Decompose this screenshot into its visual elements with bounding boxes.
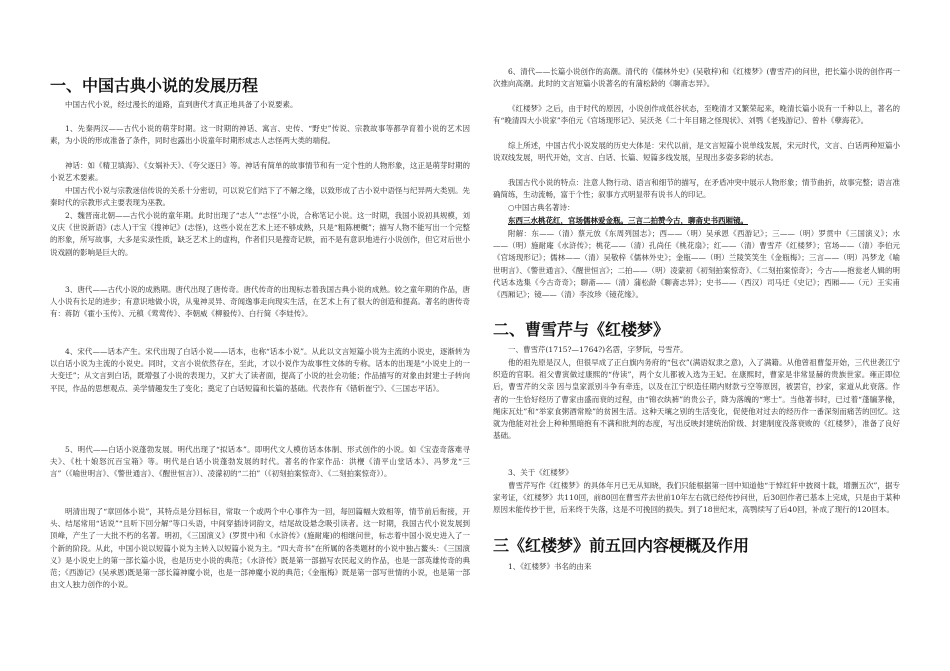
about-novel-label: 3、关于《红楼梦》 (508, 468, 573, 477)
list-item-title-origin: 1、《红楼梦》书名的由来 (508, 562, 592, 571)
classics-poem: 东西三水桃花红，官场儒林爱金瓶。三言二拍赞今古，聊斋史书西厢镜。 (508, 216, 748, 225)
chapter-novel-paragraph: 明清出现了“章回体小说”，其特点是分回标目，常取一个或两个中心事件为一回，每回篇幅大致相等，情节前后衔接，开头、结尾常用“话说”“且听下回分解”等口头语，中间穿插诗词韵文，结尾故设悬念吸引读者。这一时期，我国古代小说发展到顶峰，产生了一大批不朽的名著。明初，《三国演义》(罗贯中)和《水浒传》(施耐庵)的相继问世，标志着中国小说史进入了一个新的阶段。从此，中国小说以短篇小说为主转入以短篇小说为主。“四大奇书”在所属的各类题材的小说中独占鳌头：《三国演义》是小说史上的第一部长篇小说，也是历史小说的典范；《水浒传》既是第一部描写农民起义的作品，也是一部英雄传奇的典范；《西游记》(吴承恩)既是第一部长篇神魔小说，也是一部神魔小说的典范；《金瓶梅》既是第一部写世情的小说，也是第一部由文人独力创作的小说。 (50, 507, 470, 590)
qing-paragraph: 6、清代——长篇小说创作的高潮。清代的《儒林外史》(吴敬梓)和《红楼梦》(曹雪芹)的问世，把长篇小说的创作再一次推向高潮。此时的文言短篇小说著名的有蒲松龄的《聊斋志异》。 (493, 67, 900, 89)
features-paragraph: 我国古代小说的特点：注意人物行动、语言和细节的描写，在矛盾冲突中展示人物形象；情节曲折，故事完整；语言准确简练，生动流畅，富于个性；叙事方式明显带有说书人的印记。 (493, 178, 900, 200)
section-heading-3: 三《红楼梦》前五回内容梗概及作用 (493, 536, 750, 555)
intro-paragraph: 中国古代小说，经过漫长的道路，直到唐代才真正地具备了小说要素。 (65, 100, 298, 109)
tang-paragraph: 3、唐代——古代小说的成熟期。唐代出现了唐传奇。唐代传奇的出现标志着我国古典小说的成熟。较之童年期的作品，唐人小说有长足的进步；有意识地做小说，从鬼神灵异、奇闻逸事走向现实生活，在艺术上有了很大的创造和提高。著名的唐传奇有：蒋防《霍小玉传》、元稹《莺莺传》、李朝威《柳毅传》、白行简《李娃传》。 (50, 285, 470, 319)
novel-writing-paragraph: 曹雪芹写作《红楼梦》的具体年月已无从知晓，我们只能根据第一回中知道他“于悼红轩中披阅十载，增删五次”，据专家考证，《红楼梦》共110回，前80回在曹雪芹去世前10年左右就已经传抄问世，后30回作者已基本上完成，只是由于某种原因未能传抄于世，后来终于失落，这是不可挽回的损失。到了18世纪末，高鹗续写了后40回，补成了现行的120回本。 (493, 481, 900, 515)
section-heading-2: 二、曹雪芹与《红楼梦》 (493, 320, 670, 339)
myth-paragraph: 神话：如《精卫填海》、《女娲补天》、《夸父逐日》等。神话有简单的故事情节和有一定个性的人物形象，这正是萌芽时期的小说艺术要素。 (50, 161, 470, 183)
left-column (50, 0, 470, 636)
religion-paragraph: 中国古代小说与宗教迷信传说的关系十分密切，可以说它们结下了不解之缘，以致形成了古小说中语怪与纪异两大类别。先秦时代的宗教形式主要表现为巫教。 (50, 186, 470, 208)
poem-intro: ○中国古典名著诗： (508, 203, 575, 212)
right-column (493, 0, 900, 574)
author-family-paragraph: 他的祖先原是汉人，但很早成了正白旗内务府的“包衣”(满语奴隶之意)，入了满籍。从他曾祖曹玺开始，三代世袭江宁织造的官职。祖父曹寅做过康熙的“侍读”，两个女儿都被入选为王妃。在康熙时，曹家是非常显赫的贵族世家。雍正即位后，曹雪芹的父亲 因与皇家派别斗争有牵连，以及在江宁织造任期内财款亏空等原因，被罢官，抄家，家道从此衰落。作者的一生恰好经历了曹家由盛而衰的过程，由“锦衣纨裤”的贵公子，降为落魄的“寒士”。当他著书时，已过着“蓬牖茅椽，绳床瓦灶”和“举家食粥酒常赊”的贫困生活。这种天壤之别的生活变化，促使他对过去的经历作一番深刻而痛苦的回忆。这就为他能对社会上种种黑暗抱有不满和批判的态度，写出反映封建统治阶级、封建制度没落衰败的《红楼梦》，准备了良好基础。 (493, 358, 900, 441)
late-qing-paragraph: 《红楼梦》之后，由于时代的原因，小说创作成低谷状态，至晚清才又繁荣起来，晚清长篇小说有一千种以上，著名的有“晚清四大小说家”李伯元《官场现形记》、吴沃尧《二十年目睹之怪现状》、刘鹗《老残游记》、曾朴《孽海花》。 (493, 104, 900, 126)
section-heading-1: 一、中国古典小说的发展历程 (50, 76, 259, 95)
poem-annotation: 附解：东——（清）蔡元放《东周列国志》；西——（明）吴承恩《西游记》；三——（明）罗贯中《三国演义》；水——（明）施耐庵《水浒传》；桃花——（清）孔尚任《桃花扇》；红——（清）曹雪芹《红楼梦》；官场——（清）李伯元《官场现形记》；儒林——（清）吴敬梓《儒林外史》；金瓶——（明）兰陵笑笑生《金瓶梅》；三言——（明）冯梦龙《喻世明言》、《警世通言》、《醒世恒言》；二拍——（明）凌蒙初《初刻拍案惊奇》、《二刻拍案惊奇》；今古——抱瓮老人辑的明代话本选集《今古奇奇》；聊斋——（清）蒲松龄《聊斋志异》；史书——（西汉）司马迁《史记》；西厢——（元）王实甫《西厢记》；镜——（清）李汝珍《镜花缘》。 (493, 229, 900, 300)
ming-paragraph: 5、明代——白话小说蓬勃发展。明代出现了“拟话本”。即明代文人模仿话本体制、形式创作的小说。如《宝壶奇落难寻夫》、《杜十娘怒沉百宝箱》等。明代是白话小说蓬勃发展的时代。著名的作家作品：洪楩《清平山堂话本》、冯梦龙“三言”（《喻世明言》、《警世通言》、《醒世恒言》）、凌濛初的“二拍”（《初刻拍案惊奇》、《二刻拍案惊奇》）。 (50, 445, 470, 479)
wei-jin-paragraph: 2、魏晋南北朝——古代小说的童年期。此时出现了“志人”“志怪”小说，合称笔记小说。这一时期，我国小说初具规模，刘义庆《世说新语》(志人)干宝《搜神记》(志怪)，这些小说在艺术上还不够成熟，只是“粗陈梗概”；描写人物不能写出一个完整的形象，所写故事，大多是实录性质，缺乏艺术上的虚构，作者们只是搜奇记轶，而不是有意识地进行小说创作，但它对后世小说戏剧的影响是巨大的。 (50, 211, 470, 257)
song-paragraph: 4、宋代——话本产生。宋代出现了白话小说——话本，也称“话本小说”。从此以文言短篇小说为主流的小说史，逐渐转为以白话小说为主流的小说史。同时，文言小说依然存在，至此，才以小说作为故事性文体的专称。话本的出现是“小说史上的一大变迁”；从文言到白话，既增强了小说的表现力，又扩大了读者面，提高了小说的社会功能；作品描写的对象由封建士子转向平民，作品的思想观点、美学情趣发生了变化；奠定了白话短篇和长篇的基础。代表作有《错斩崔宁》、《三国志平话》。 (50, 347, 470, 393)
author-intro-paragraph: 一、曹雪芹(1715?—1764?)名霑，字梦阮，号雪芹。 (508, 345, 688, 354)
summary-paragraph: 综上所述，中国古代小说发展的历史大体是：宋代以前，是文言短篇小说单线发展，宋元时代，文言、白话两种短篇小说双线发展，明代开始，文言、白话、长篇、短篇多线发展，呈现出多姿多彩的状态。 (493, 141, 900, 163)
pre-qin-paragraph: 1、先秦两汉——古代小说的萌芽时期。这一时期的神话、寓言、史传、“野史”传说、宗教故事等都孕育着小说的艺术因素，为小说的形成准备了条件，同时也露出小说童年时期形成志人志怪两大类的端倪。 (50, 124, 470, 146)
